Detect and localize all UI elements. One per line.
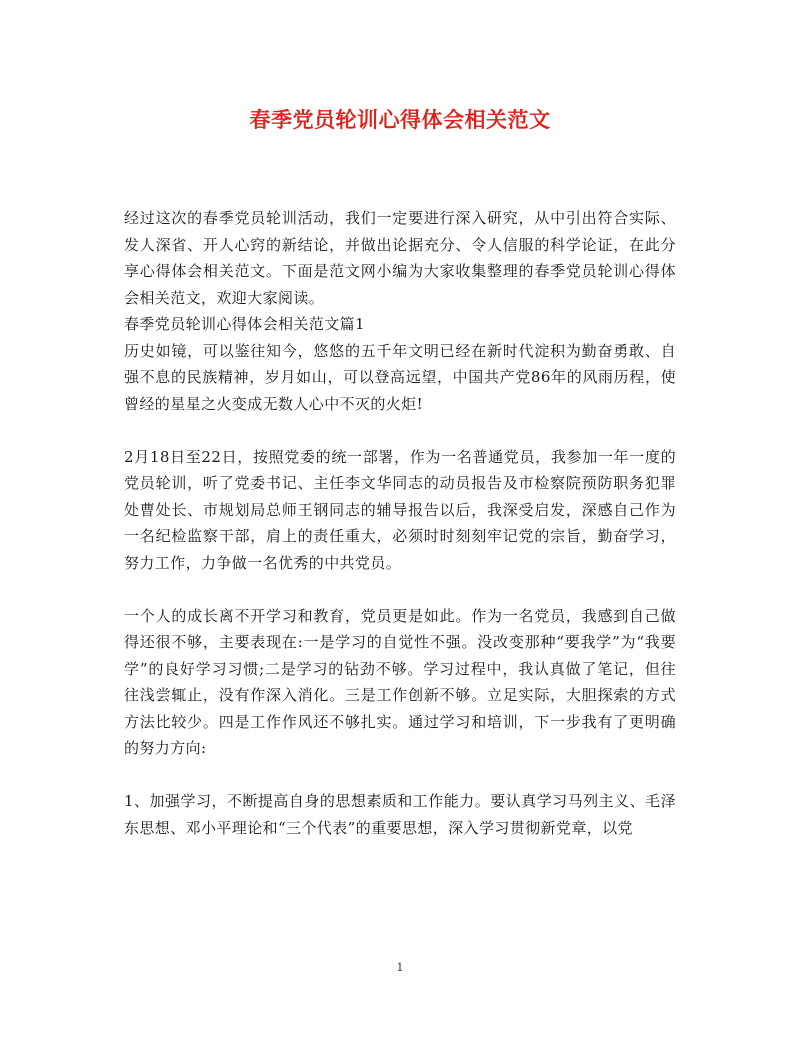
body-paragraph: 1、加强学习，不断提高自身的思想素质和工作能力。要认真学习马列主义、毛泽东思想、邓小平理论和“三个代表”的重要思想，深入学习贯彻新党章，以党 <box>124 792 676 837</box>
intro-paragraph: 经过这次的春季党员轮训活动，我们一定要进行深入研究，从中引出符合实际、发人深省、开人心窍的新结论，并做出论据充分、令人信服的科学论证，在此分享心得体会相关范文。下面是范文网小编为大家收集整理的春季党员轮训心得体会相关范文，欢迎大家阅读。 <box>124 209 676 307</box>
page-title: 春季党员轮训心得体会相关范文 <box>249 107 551 132</box>
body-paragraph: 一个人的成长离不开学习和教育，党员更是如此。作为一名党员，我感到自己做得还很不够，主要表现在:一是学习的自觉性不强。没改变那种“要我学”为“我要学”的良好学习习惯;二是学习的钻劲不够。学习过程中，我认真做了笔记，但往往浅尝辄止，没有作深入消化。三是工作创新不够。立足实际，大胆探索的方式方法比较少。四是工作作风还不够扎实。通过学习和培训，下一步我有了更明确的努力方向: <box>124 606 676 757</box>
body-paragraph: 历史如镜，可以鉴往知今，悠悠的五千年文明已经在新时代淀积为勤奋勇敢、自强不息的民族精神，岁月如山，可以登高远望，中国共产党86年的风雨历程，使曾经的星星之火变成无数人心中不灭的火炬! <box>124 341 676 413</box>
page-number: 1 <box>396 961 404 974</box>
body-paragraph: 2月18日至22日，按照党委的统一部署，作为一名普通党员，我参加一年一度的党员轮训，听了党委书记、主任李文华同志的动员报告及市检察院预防职务犯罪处曹处长、市规划局总师王钢同志的辅导报告以后，我深受启发，深感自己作为一名纪检监察干部，肩上的责任重大，必须时时刻刻牢记党的宗旨，勤奋学习，努力工作，力争做一名优秀的中共党员。 <box>124 447 676 572</box>
section-heading: 春季党员轮训心得体会相关范文篇1 <box>124 315 365 333</box>
document-body <box>124 205 676 841</box>
